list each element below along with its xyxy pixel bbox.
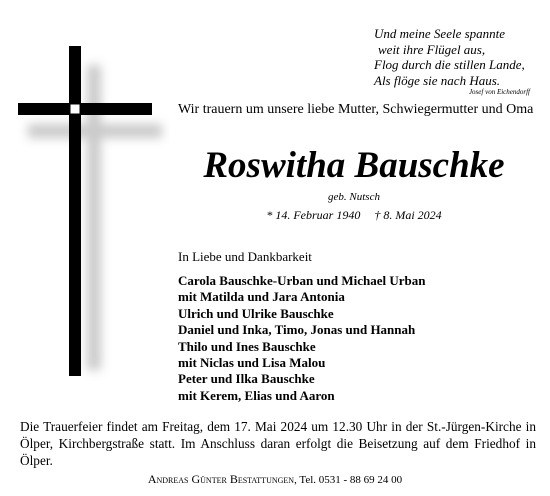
funeral-home-phone: , Tel. 0531 - 88 69 24 00 (294, 474, 403, 486)
birth-date: * 14. Februar 1940 (266, 208, 361, 222)
family-line: Daniel und Inka, Timo, Jonas und Hannah (178, 322, 416, 338)
family-line: Ulrich und Ulrike Bauschke (178, 305, 334, 321)
family-line: mit Kerem, Elias und Aaron (178, 387, 335, 403)
poem-line: weit ihre Flügel aus, (378, 41, 486, 57)
birth-name: geb. Nutsch (328, 191, 380, 203)
family-line: Carola Bauschke-Urban und Michael Urban (178, 273, 426, 288)
love-line: In Liebe und Dankbarkeit (178, 249, 312, 264)
poem-author: Josef von Eichendorff (468, 88, 530, 96)
family-line: mit Niclas und Lisa Malou (178, 355, 326, 371)
poem-line: Und meine Seele spannte (374, 26, 506, 41)
poem-line: Flog durch die stillen Lande, (374, 57, 525, 72)
family-line: Peter und Ilka Bauschke (178, 371, 315, 387)
death-date: † 8. Mai 2024 (374, 208, 442, 222)
life-dates (178, 208, 530, 223)
family-line: Thilo und Ines Bauschke (178, 338, 316, 354)
deceased-name: Roswitha Bauschke (203, 145, 505, 186)
intro-text: Wir trauern um unsere liebe Mutter, Schwiegermutter und Oma (178, 102, 534, 117)
funeral-home-name: Andreas Günter Bestattungen (147, 472, 295, 486)
service-details: Die Trauerfeier findet am Freitag, dem 17. Mai 2024 um 12.30 Uhr in der St.-Jürgen-Kirche in Ölper, Kirchbergstraße statt. Im Anschluss daran erfolgt die Beisetzung auf dem Friedhof in Ölper. (20, 419, 536, 468)
poem-line: Als flöge sie nach Haus. (374, 72, 501, 88)
family-list (178, 273, 508, 404)
cross-icon (0, 0, 170, 400)
family-line: mit Matilda und Jara Antonia (178, 289, 345, 305)
funeral-home (0, 472, 550, 487)
poem (374, 26, 544, 97)
